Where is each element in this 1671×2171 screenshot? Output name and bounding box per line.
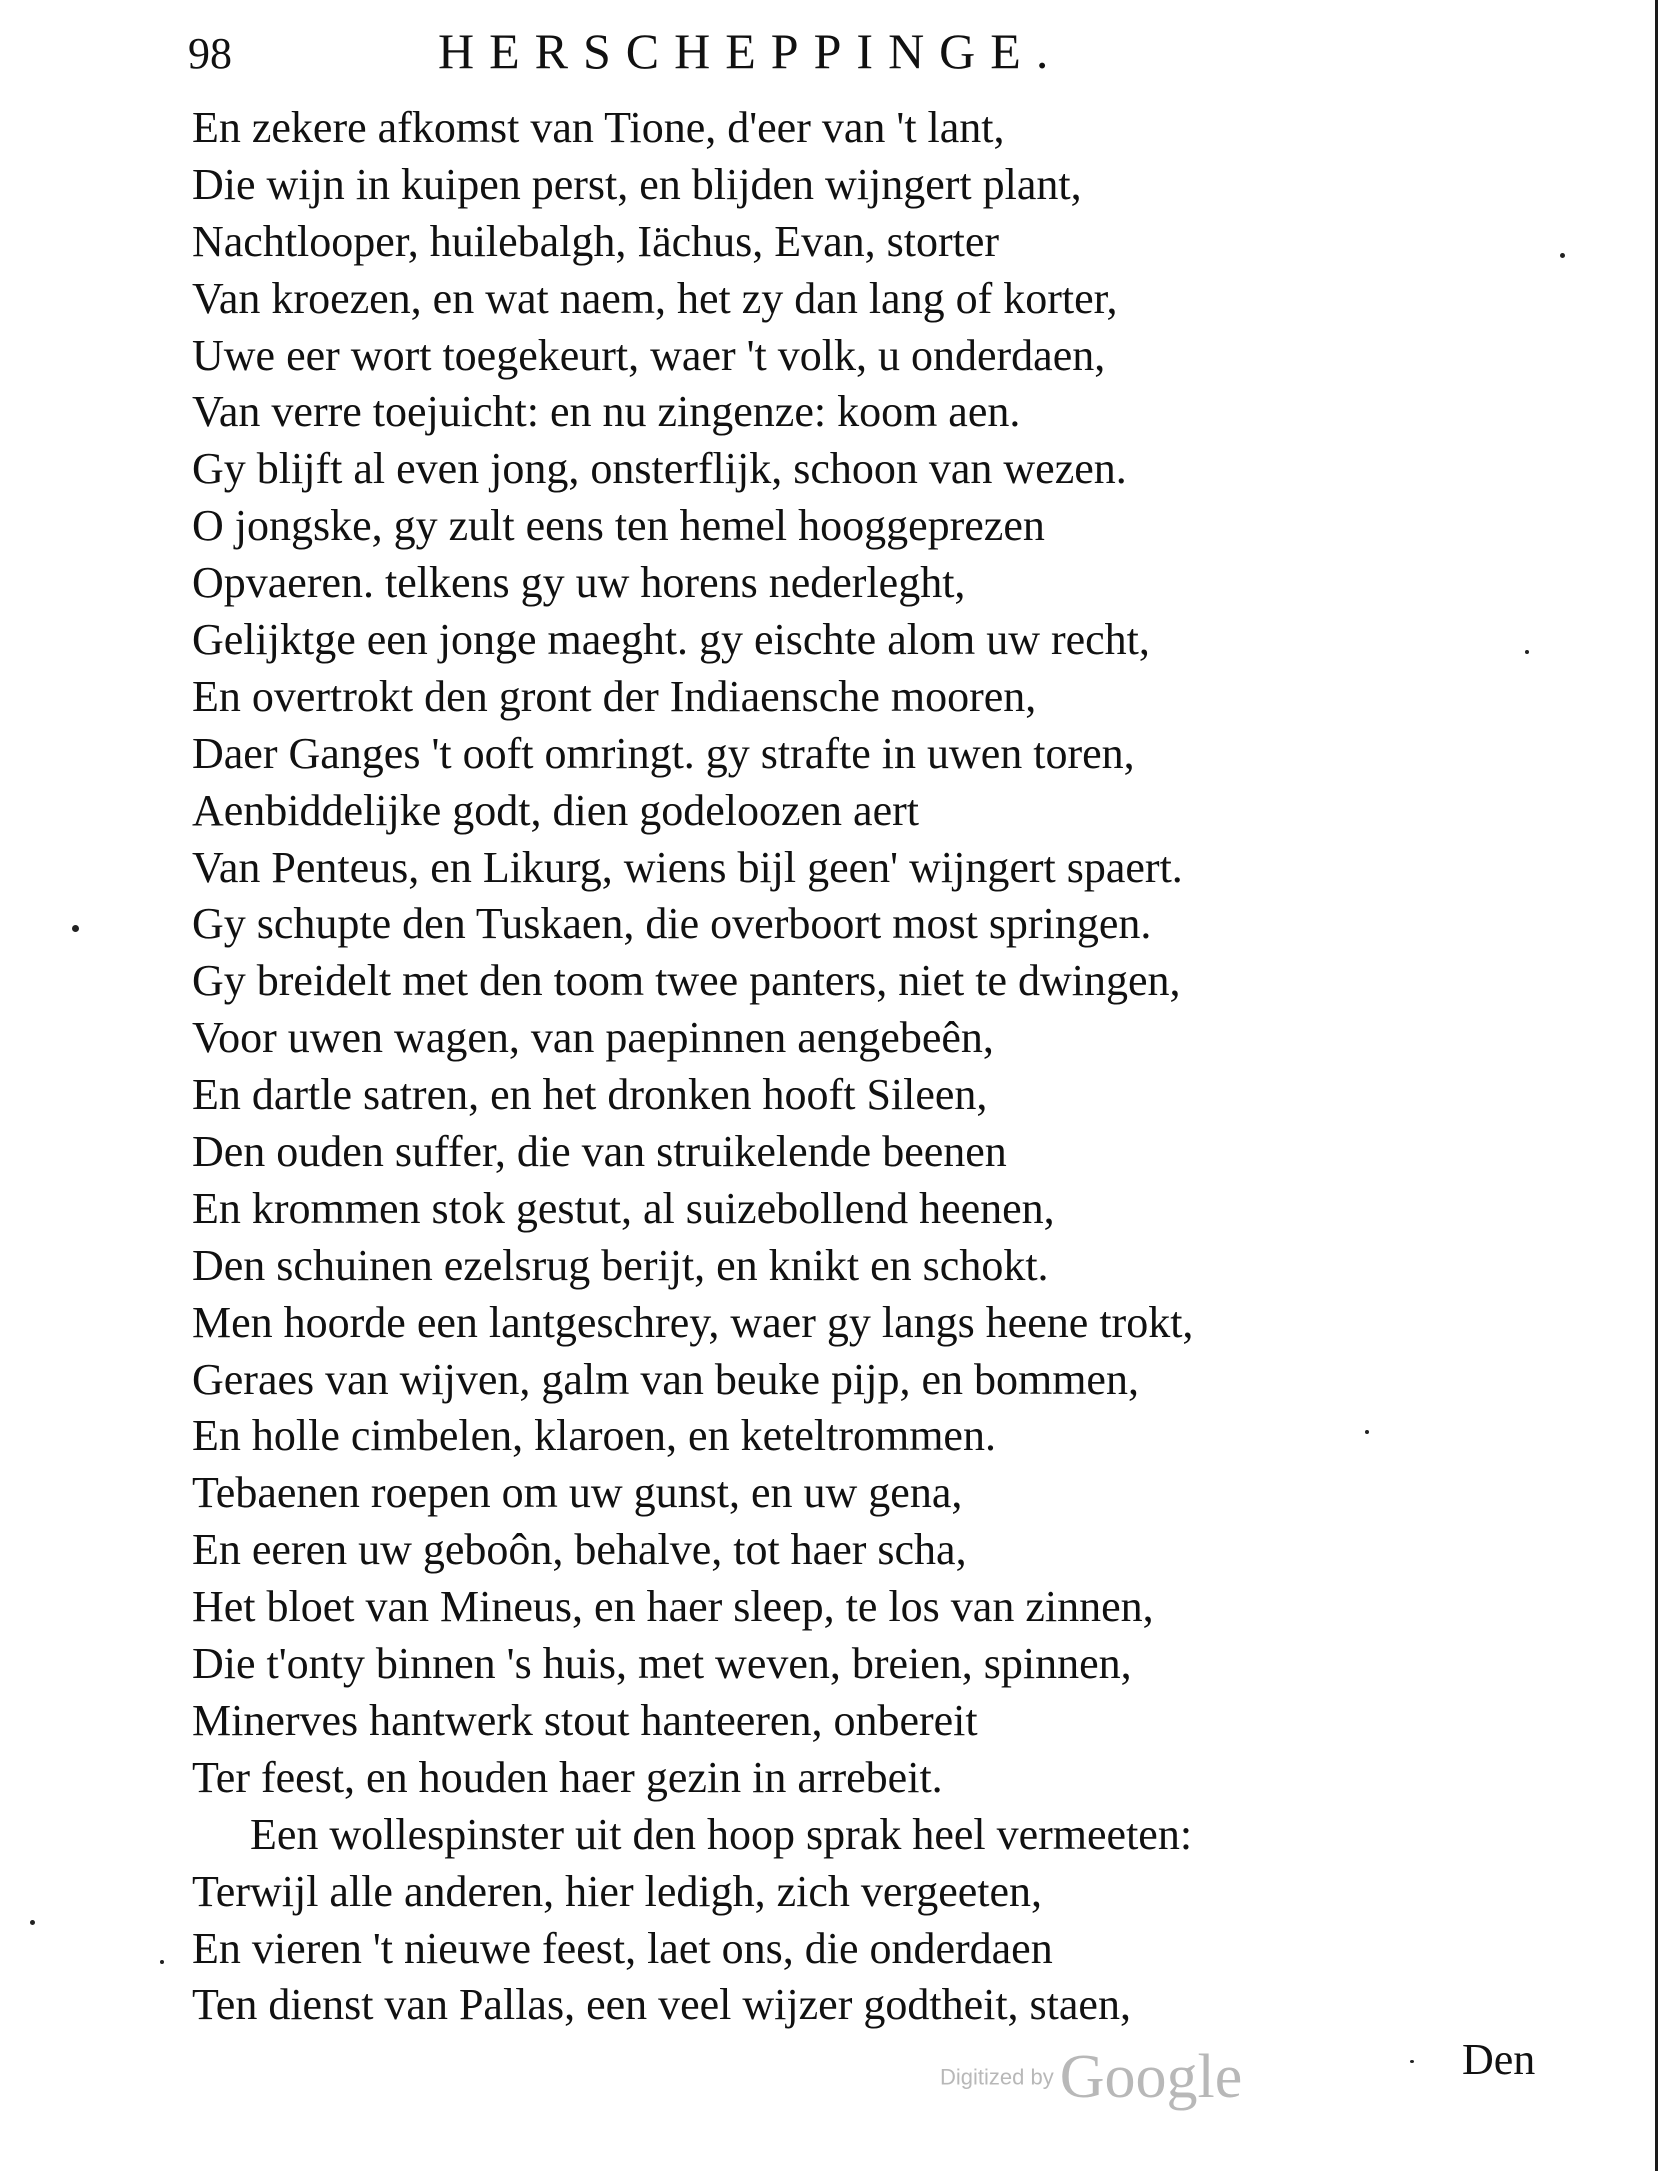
digitized-watermark — [940, 2042, 1242, 2113]
verse-line: En dartle satren, en het dronken hooft Sileen, — [192, 1070, 988, 1120]
verse-line: Die t'onty binnen 's huis, met weven, breien, spinnen, — [192, 1639, 1132, 1689]
scan-speck — [1365, 1430, 1369, 1434]
scan-speck — [72, 925, 79, 932]
verse-line: Geraes van wijven, galm van beuke pijp, en bommen, — [192, 1354, 1139, 1404]
verse-line: Van Penteus, en Likurg, wiens bijl geen' wijngert spaert. — [192, 842, 1183, 892]
verse-line: Daer Ganges 't ooft omringt. gy strafte in uwen toren, — [192, 728, 1135, 778]
verse-line: Men hoorde een lantgeschrey, waer gy langs heene trokt, — [192, 1297, 1194, 1347]
verse-line: Den ouden suffer, die van struikelende beenen — [192, 1127, 1007, 1177]
scan-speck — [1410, 2060, 1414, 2063]
page-header — [188, 22, 1338, 102]
verse-line: Aenbiddelijke godt, dien godeloozen aert — [192, 785, 919, 835]
verse-text — [192, 100, 1622, 2034]
verse-line: Nachtlooper, huilebalgh, Iächus, Evan, storter — [192, 216, 1000, 266]
verse-line: Een wollespinster uit den hoop sprak heel vermeeten: — [250, 1809, 1193, 1859]
page-edge-rule — [1655, 0, 1658, 2171]
verse-line: Terwijl alle anderen, hier ledigh, zich vergeeten, — [192, 1866, 1043, 1916]
verse-line: Uwe eer wort toegekeurt, waer 't volk, u onderdaen, — [192, 330, 1106, 380]
verse-line: Tebaenen roepen om uw gunst, en uw gena, — [192, 1468, 963, 1518]
watermark-brand: Google — [1059, 2043, 1243, 2111]
watermark-prefix: Digitized by — [940, 2064, 1054, 2090]
verse-line: Minerves hantwerk stout hanteeren, onbereit — [192, 1695, 978, 1745]
verse-line: Gy blijft al even jong, onsterflijk, schoon van wezen. — [192, 444, 1127, 494]
scan-speck — [160, 1960, 164, 1964]
verse-line: Den schuinen ezelsrug berijt, en knikt en schokt. — [192, 1240, 1049, 1290]
verse-line: En krommen stok gestut, al suizebollend heenen, — [192, 1183, 1055, 1233]
verse-line: Gy schupte den Tuskaen, die overboort most springen. — [192, 899, 1152, 949]
scan-speck — [30, 1920, 35, 1925]
verse-line: En zekere afkomst van Tione, d'eer van 't lant, — [192, 103, 1005, 152]
page-number: 98 — [188, 29, 232, 78]
verse-line: En overtrokt den gront der Indiaensche mooren, — [192, 671, 1037, 721]
verse-line: Het bloet van Mineus, en haer sleep, te los van zinnen, — [192, 1582, 1154, 1632]
verse-line: Ter feest, en houden haer gezin in arrebeit. — [192, 1752, 943, 1802]
verse-line: Gelijktge een jonge maeght. gy eischte alom uw recht, — [192, 615, 1150, 665]
verse-line: En eeren uw geboôn, behalve, tot haer scha, — [192, 1525, 967, 1575]
verse-line: Gy breidelt met den toom twee panters, niet te dwingen, — [192, 956, 1181, 1006]
verse-line: En holle cimbelen, klaroen, en keteltrommen. — [192, 1411, 996, 1461]
scan-speck — [1560, 253, 1565, 258]
verse-line: En vieren 't nieuwe feest, laet ons, die onderdaen — [192, 1923, 1053, 1973]
verse-line: Die wijn in kuipen perst, en blijden wijngert plant, — [192, 159, 1082, 209]
verse-line: Voor uwen wagen, van paepinnen aengebeên, — [192, 1013, 994, 1063]
verse-line: O jongske, gy zult eens ten hemel hooggeprezen — [192, 501, 1045, 551]
verse-line: Ten dienst van Pallas, een veel wijzer godtheit, staen, — [192, 1980, 1131, 2030]
verse-line: Van kroezen, en wat naem, het zy dan lang of korter, — [192, 273, 1118, 323]
running-head: HERSCHEPPINGE. — [438, 23, 1064, 79]
catchword: Den — [1462, 2035, 1536, 2084]
verse-line: Opvaeren. telkens gy uw horens nederleght, — [192, 558, 966, 608]
verse-line: Van verre toejuicht: en nu zingenze: koom aen. — [192, 387, 1021, 437]
scan-speck — [1525, 650, 1529, 654]
